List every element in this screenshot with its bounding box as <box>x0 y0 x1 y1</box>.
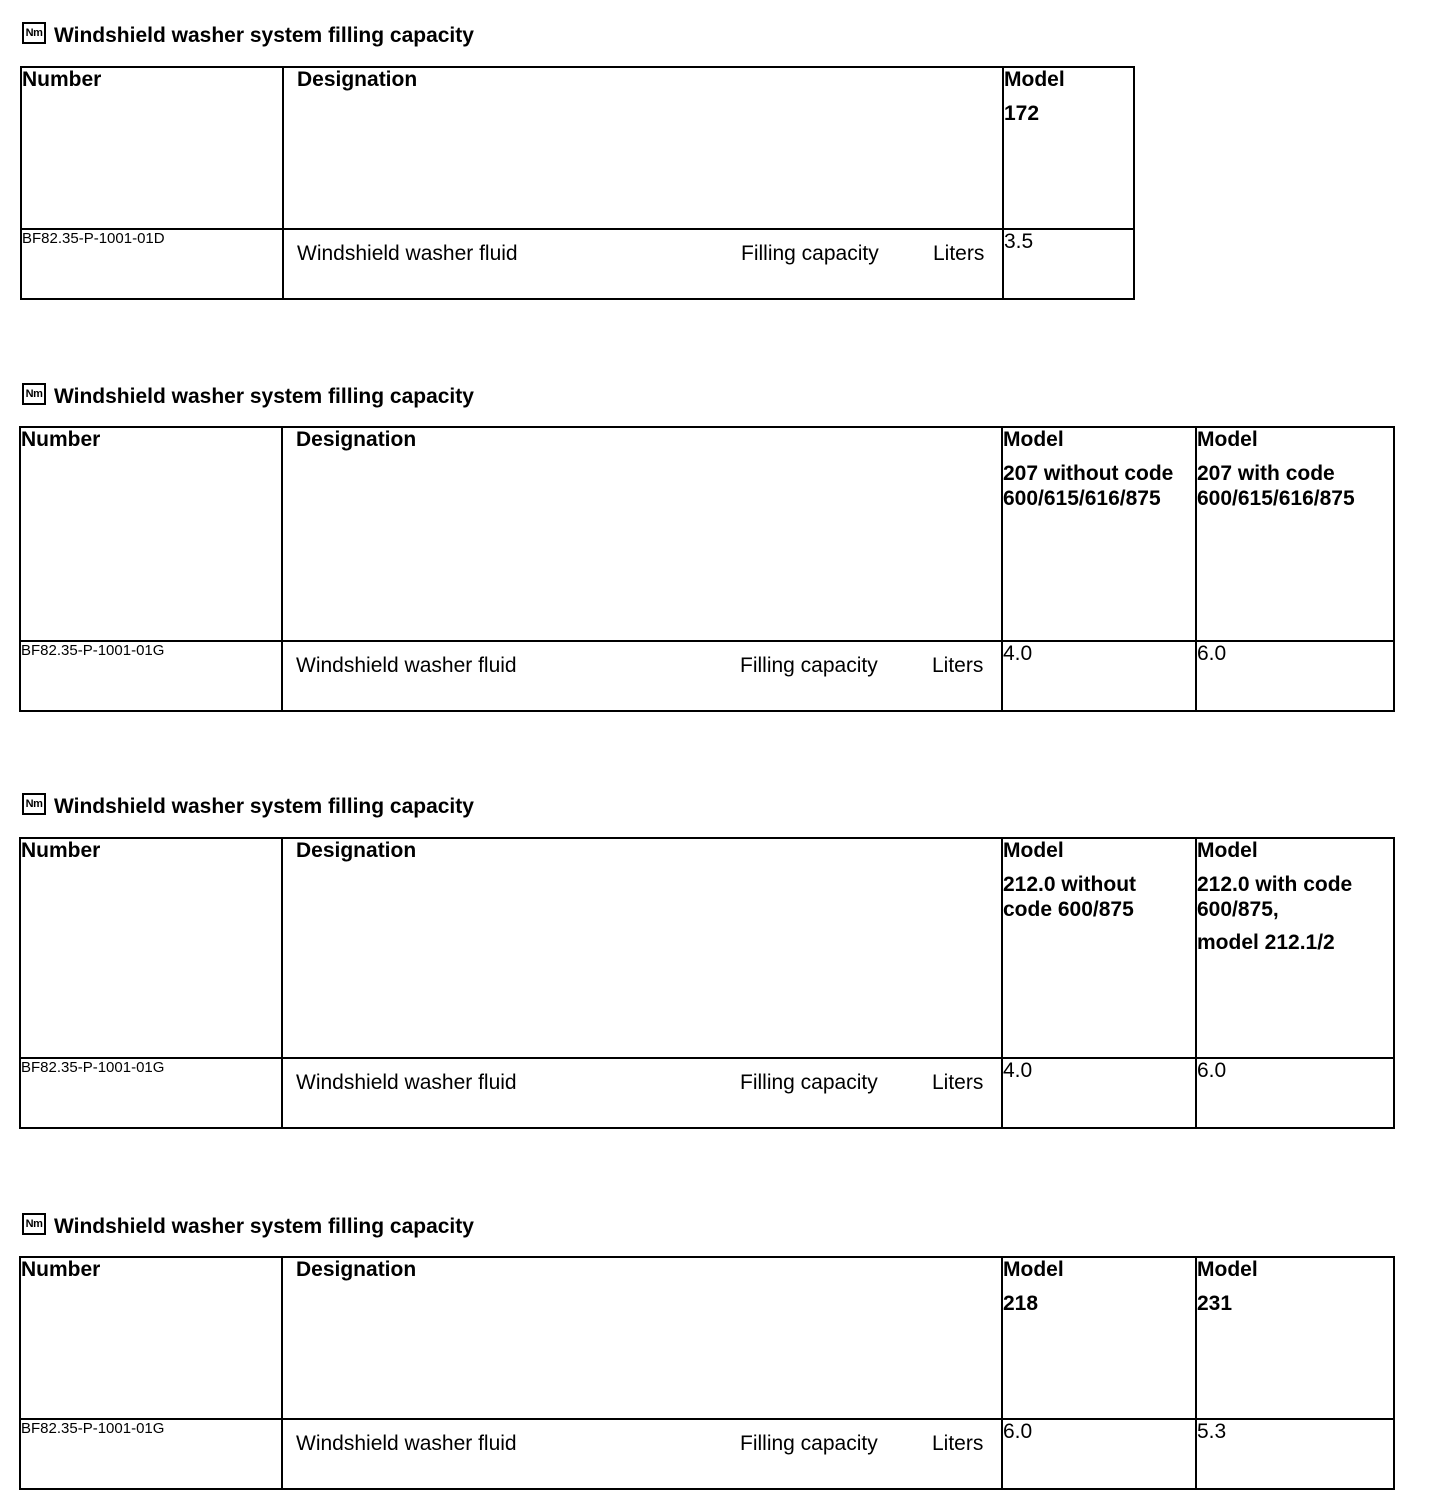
table-row <box>20 1419 1394 1489</box>
row-designation <box>282 1058 1002 1128</box>
designation-text: Windshield washer fluid <box>297 242 518 265</box>
row-value: 3.5 <box>1003 229 1134 299</box>
model-desc: 212.0 with code 600/875, <box>1197 873 1353 921</box>
header-designation: Designation <box>282 427 1002 641</box>
header-designation: Designation <box>282 1257 1002 1419</box>
spec-table <box>19 1256 1395 1490</box>
unit-text: Liters <box>932 1432 984 1455</box>
table-header-row <box>21 67 1134 229</box>
nm-torque-icon: Nm <box>22 793 46 815</box>
model-label: Model <box>1004 68 1065 91</box>
model-desc: 231 <box>1197 1292 1233 1315</box>
quantity-text: Filling capacity <box>741 242 879 265</box>
model-label: Model <box>1197 839 1258 862</box>
header-number: Number <box>20 1257 282 1419</box>
row-designation <box>283 229 1003 299</box>
header-number: Number <box>20 838 282 1058</box>
header-number: Number <box>20 427 282 641</box>
table-header-row <box>20 1257 1394 1419</box>
table-row <box>20 641 1394 711</box>
header-model <box>1002 427 1196 641</box>
table-header-row <box>20 427 1394 641</box>
model-label: Model <box>1003 839 1064 862</box>
header-designation: Designation <box>282 838 1002 1058</box>
nm-torque-icon: Nm <box>22 22 46 44</box>
section-title-text: Windshield washer system filling capacity <box>54 385 474 408</box>
section-title-text: Windshield washer system filling capacity <box>54 1215 474 1238</box>
model-desc: 172 <box>1004 102 1040 125</box>
row-value: 4.0 <box>1002 641 1196 711</box>
unit-text: Liters <box>933 242 985 265</box>
row-number: BF82.35-P-1001-01G <box>20 641 282 711</box>
header-model <box>1196 1257 1394 1419</box>
unit-text: Liters <box>932 1071 984 1094</box>
header-model <box>1196 838 1394 1058</box>
nm-torque-icon: Nm <box>22 1213 46 1235</box>
row-number: BF82.35-P-1001-01D <box>21 229 283 299</box>
model-desc-extra: model 212.1/2 <box>1197 931 1335 954</box>
model-desc: 218 <box>1003 1292 1039 1315</box>
nm-torque-icon: Nm <box>22 383 46 405</box>
model-label: Model <box>1197 1258 1258 1281</box>
row-value: 6.0 <box>1196 641 1394 711</box>
spec-table <box>19 426 1395 712</box>
quantity-text: Filling capacity <box>740 654 878 677</box>
header-model <box>1002 838 1196 1058</box>
row-number: BF82.35-P-1001-01G <box>20 1058 282 1128</box>
designation-text: Windshield washer fluid <box>296 654 517 677</box>
spec-table <box>19 837 1395 1129</box>
header-designation: Designation <box>283 67 1003 229</box>
section-title <box>22 793 474 821</box>
designation-text: Windshield washer fluid <box>296 1071 517 1094</box>
row-value: 6.0 <box>1196 1058 1394 1128</box>
designation-text: Windshield washer fluid <box>296 1432 517 1455</box>
header-model <box>1196 427 1394 641</box>
row-designation <box>282 641 1002 711</box>
model-desc: 207 without code 600/615/616/875 <box>1003 462 1174 510</box>
section-title-text: Windshield washer system filling capacity <box>54 795 474 818</box>
table-row <box>20 1058 1394 1128</box>
section-title-text: Windshield washer system filling capacity <box>54 24 474 47</box>
quantity-text: Filling capacity <box>740 1071 878 1094</box>
model-label: Model <box>1003 1258 1064 1281</box>
section-title <box>22 22 474 50</box>
row-number: BF82.35-P-1001-01G <box>20 1419 282 1489</box>
unit-text: Liters <box>932 654 984 677</box>
section-title <box>22 1213 474 1241</box>
header-model <box>1003 67 1134 229</box>
row-value: 6.0 <box>1002 1419 1196 1489</box>
row-value: 5.3 <box>1196 1419 1394 1489</box>
model-desc: 207 with code 600/615/616/875 <box>1197 462 1355 510</box>
quantity-text: Filling capacity <box>740 1432 878 1455</box>
header-number: Number <box>21 67 283 229</box>
header-model <box>1002 1257 1196 1419</box>
row-value: 4.0 <box>1002 1058 1196 1128</box>
model-desc: 212.0 without code 600/875 <box>1003 873 1137 921</box>
section-title <box>22 383 474 411</box>
row-designation <box>282 1419 1002 1489</box>
table-header-row <box>20 838 1394 1058</box>
table-row <box>21 229 1134 299</box>
spec-table <box>20 66 1135 300</box>
model-label: Model <box>1003 428 1064 451</box>
model-label: Model <box>1197 428 1258 451</box>
